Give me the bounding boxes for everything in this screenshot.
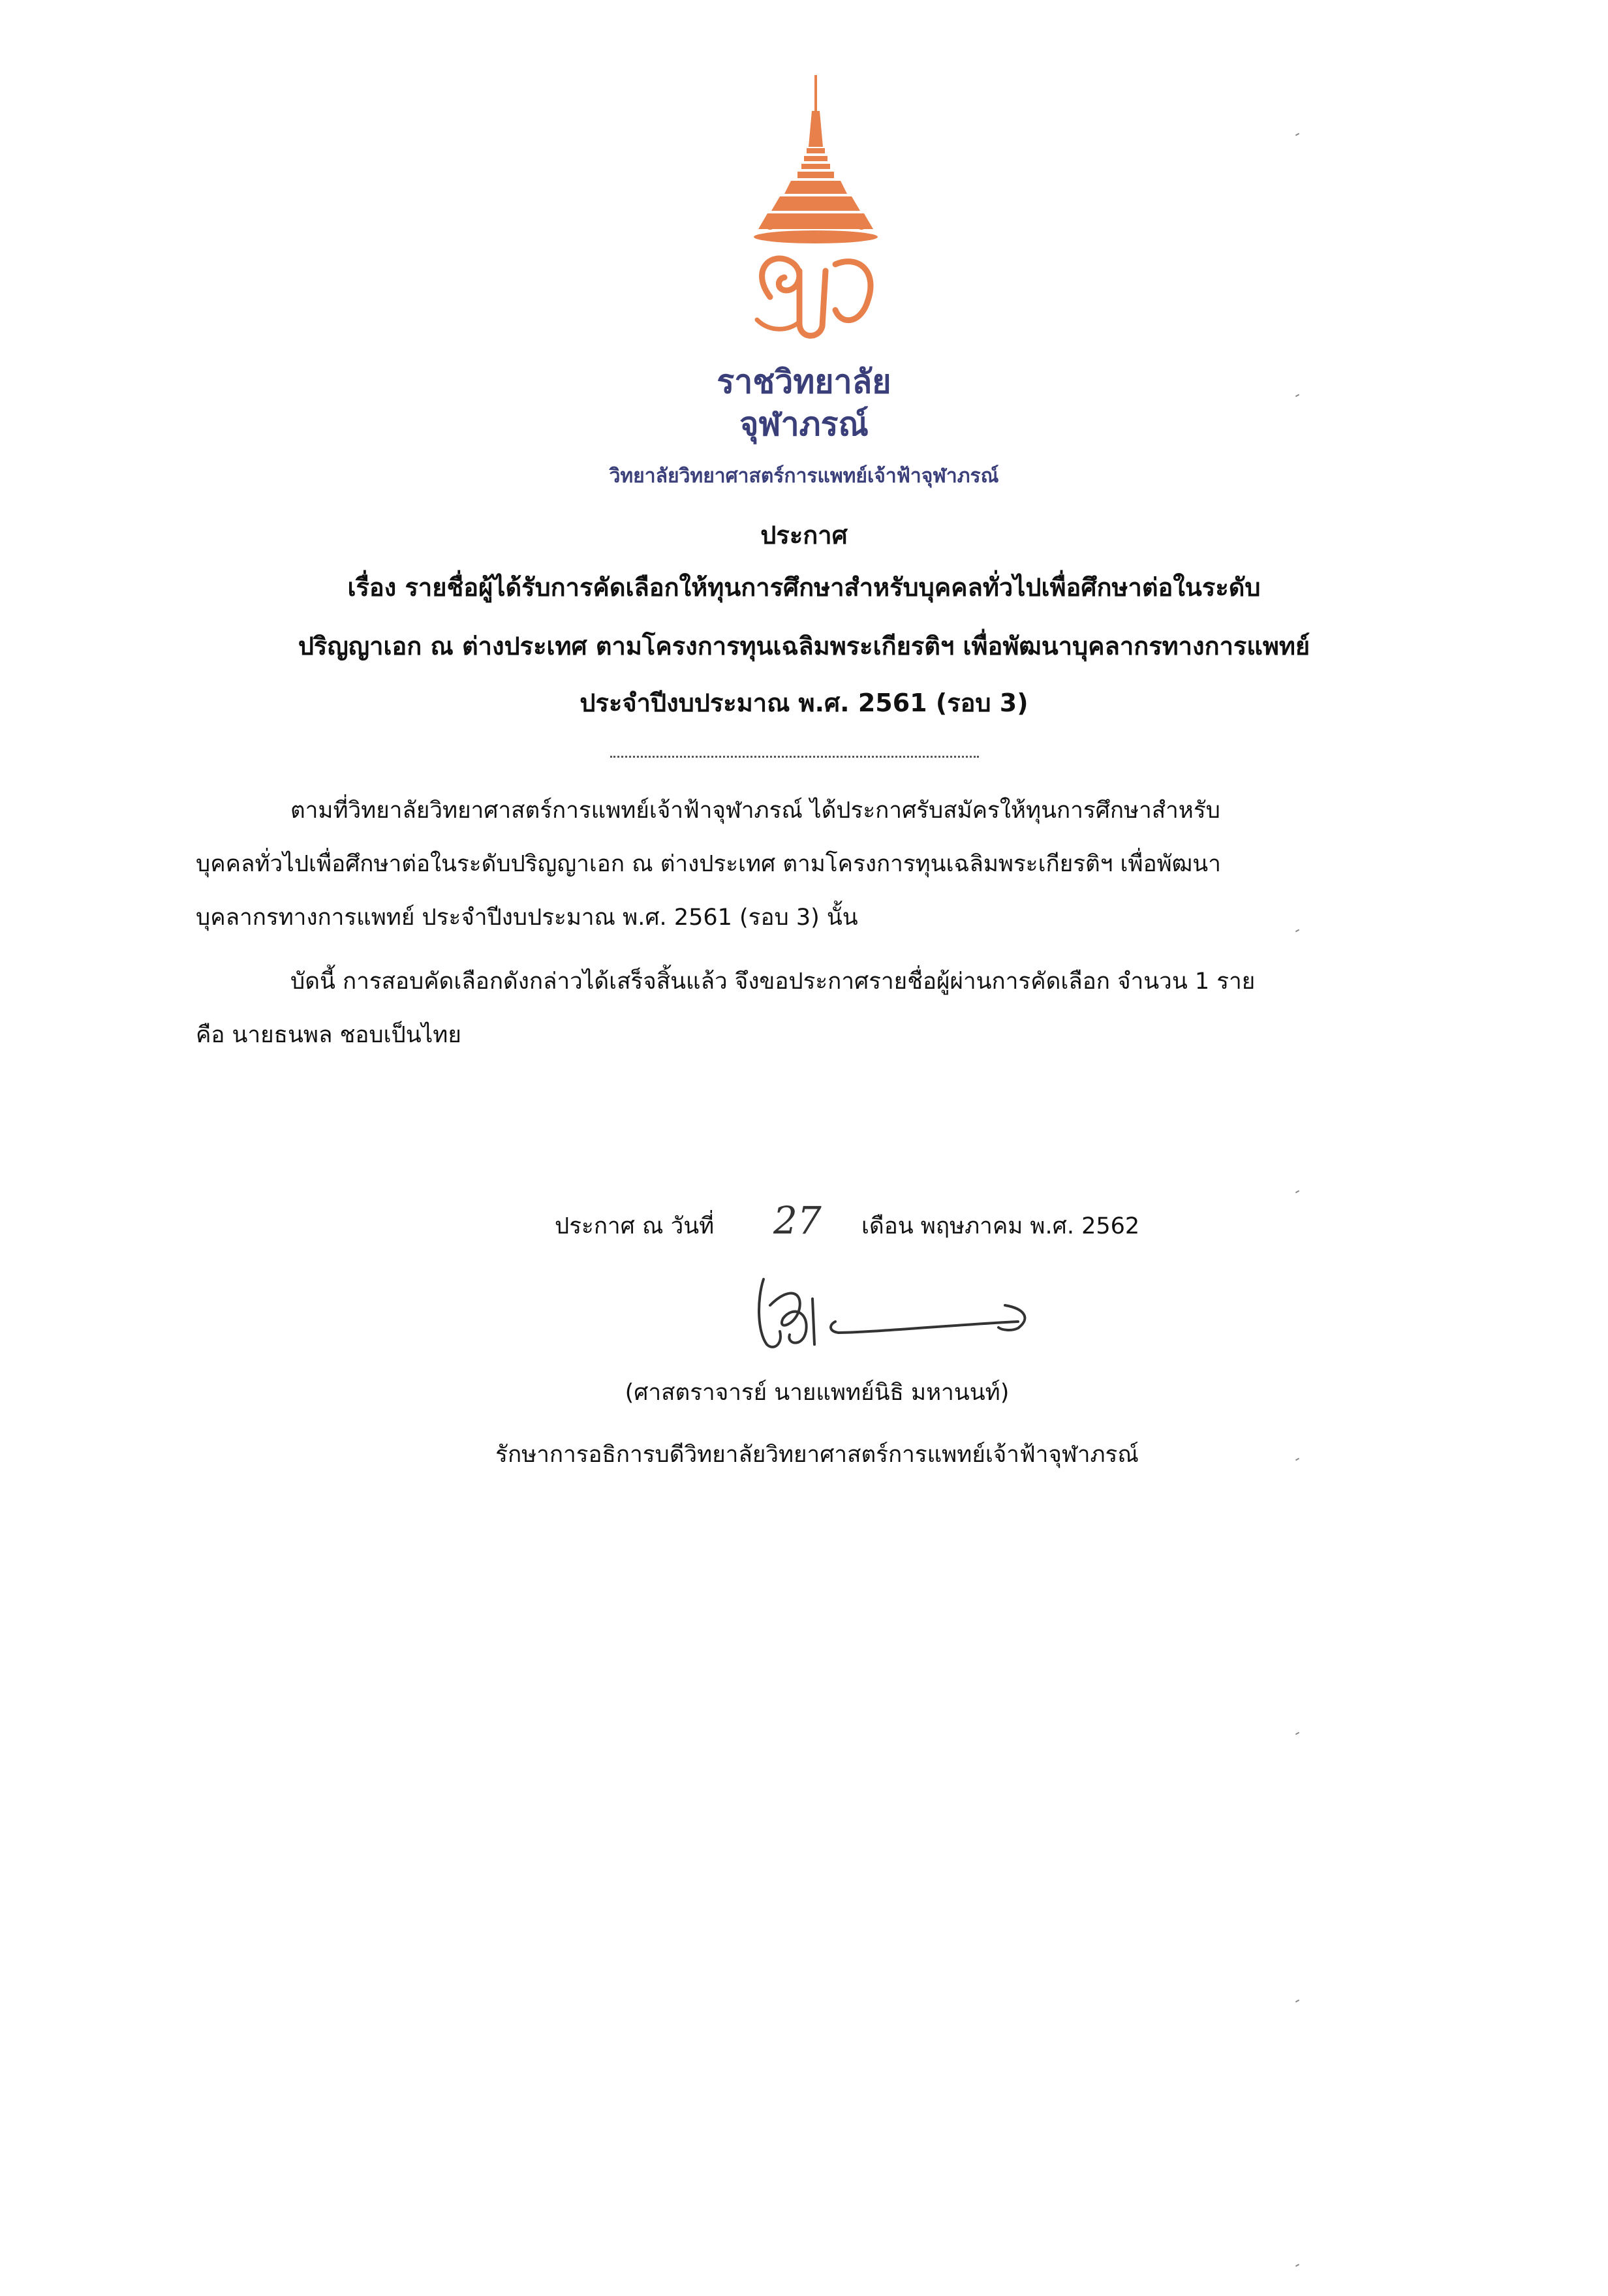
org-name-line2: จุฬาภรณ์: [739, 405, 869, 443]
scan-mark: [1295, 133, 1299, 136]
scan-mark: [1295, 1190, 1299, 1194]
paragraph-1-line-2: บุคคลทั่วไปเพื่อศึกษาต่อในระดับปริญญาเอก ณ ต่างประเทศ ตามโครงการทุนเฉลิมพระเกียรติฯ เพื่อพัฒนา: [196, 851, 1221, 877]
handwritten-signature: [737, 1260, 1064, 1357]
scan-mark: [1295, 2264, 1299, 2267]
paragraph-2-line-1: บัดนี้ การสอบคัดเลือกดังกล่าวได้เสร็จสิ้นแล้ว จึงขอประกาศรายชื่อผู้ผ่านการคัดเลือก จำนวน 1 ราย: [290, 969, 1256, 995]
scan-mark: [1295, 2000, 1299, 2003]
paragraph-1-line-1: ตามที่วิทยาลัยวิทยาศาสตร์การแพทย์เจ้าฟ้าจุฬาภรณ์ ได้ประกาศรับสมัครให้ทุนการศึกษาสำหรับ: [290, 798, 1220, 824]
signer-position: รักษาการอธิการบดีวิทยาลัยวิทยาศาสตร์การแพทย์เจ้าฟ้าจุฬาภรณ์: [495, 1442, 1139, 1468]
college-emblem-icon: [744, 75, 888, 349]
subject-line-3: ประจำปีงบประมาณ พ.ศ. 2561 (รอบ 3): [580, 689, 1028, 717]
signer-name: (ศาสตราจารย์ นายแพทย์นิธิ มหานนท์): [625, 1380, 1010, 1406]
date-suffix: เดือน พฤษภาคม พ.ศ. 2562: [861, 1213, 1140, 1239]
org-full-name: วิทยาลัยวิทยาศาสตร์การแพทย์เจ้าฟ้าจุฬาภรณ์: [609, 465, 999, 488]
subject-line-2: ปริญญาเอก ณ ต่างประเทศ ตามโครงการทุนเฉลิมพระเกียรติฯ เพื่อพัฒนาบุคลากรทางการแพทย์: [298, 632, 1310, 660]
paragraph-1-line-3: บุคลากรทางการแพทย์ ประจำปีงบประมาณ พ.ศ. 2561 (รอบ 3) นั้น: [196, 905, 858, 931]
dotted-divider: [610, 756, 979, 758]
subject-line-1: เรื่อง รายชื่อผู้ได้รับการคัดเลือกให้ทุนการศึกษาสำหรับบุคคลทั่วไปเพื่อศึกษาต่อในระดับ: [347, 573, 1261, 602]
scan-mark: [1295, 1732, 1299, 1735]
org-name-line1: ราชวิทยาลัย: [717, 363, 891, 401]
announcement-title: ประกาศ: [760, 521, 848, 550]
paragraph-2-line-2: คือ นายธนพล ชอบเป็นไทย: [196, 1022, 461, 1048]
date-prefix: ประกาศ ณ วันที่: [555, 1213, 715, 1239]
date-day-handwritten: 27: [773, 1198, 822, 1243]
scan-mark: [1295, 929, 1299, 933]
